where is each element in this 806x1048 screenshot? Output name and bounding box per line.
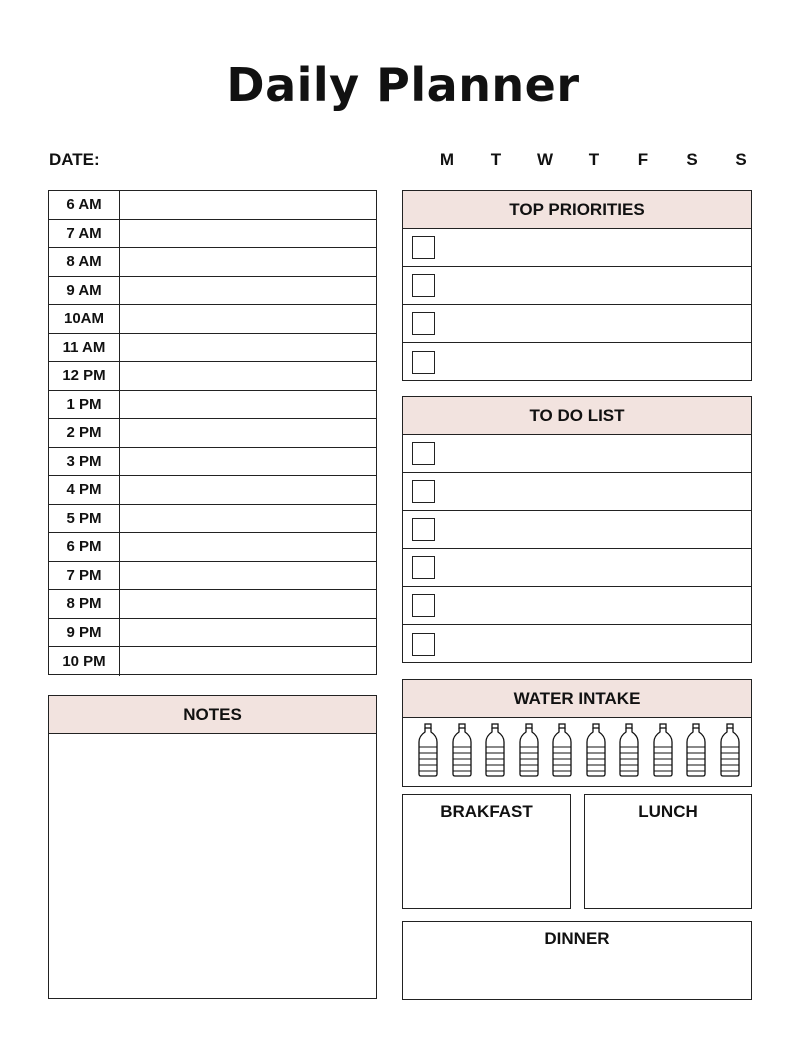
priority-row[interactable] — [403, 343, 751, 381]
schedule-slot[interactable] — [120, 533, 376, 561]
water-bottle-icon[interactable] — [585, 723, 607, 782]
weekday-selector — [0, 150, 806, 172]
water-bottle-icon[interactable] — [685, 723, 707, 782]
weekday-monday[interactable]: M — [439, 150, 455, 169]
dinner-title: DINNER — [544, 929, 610, 948]
hourly-schedule — [48, 190, 377, 675]
schedule-row — [49, 533, 376, 562]
water-bottle-icon[interactable] — [518, 723, 540, 782]
schedule-row — [49, 562, 376, 591]
priority-checkbox[interactable] — [412, 351, 435, 374]
notes-section — [48, 695, 377, 999]
schedule-row — [49, 619, 376, 648]
weekday-saturday[interactable]: S — [686, 150, 698, 169]
schedule-slot[interactable] — [120, 619, 376, 647]
todo-list-section — [402, 396, 752, 663]
schedule-time-label: 10 PM — [49, 647, 120, 676]
schedule-slot[interactable] — [120, 562, 376, 590]
todo-checkbox[interactable] — [412, 480, 435, 503]
water-bottle-icon[interactable] — [719, 723, 741, 782]
schedule-slot[interactable] — [120, 191, 376, 219]
water-bottle-tracker — [403, 718, 751, 786]
todo-list-header: TO DO LIST — [403, 397, 751, 435]
schedule-row — [49, 220, 376, 249]
schedule-time-label: 7 AM — [49, 220, 120, 248]
top-priorities-section — [402, 190, 752, 381]
priority-row[interactable] — [403, 229, 751, 267]
schedule-time-label: 2 PM — [49, 419, 120, 447]
schedule-slot[interactable] — [120, 419, 376, 447]
schedule-row — [49, 334, 376, 363]
notes-header: NOTES — [49, 696, 376, 734]
priority-checkbox[interactable] — [412, 236, 435, 259]
todo-row[interactable] — [403, 549, 751, 587]
schedule-row — [49, 448, 376, 477]
schedule-time-label: 10AM — [49, 305, 120, 333]
todo-row[interactable] — [403, 435, 751, 473]
schedule-slot[interactable] — [120, 448, 376, 476]
schedule-slot[interactable] — [120, 391, 376, 419]
schedule-time-label: 3 PM — [49, 448, 120, 476]
weekday-thursday[interactable]: T — [588, 150, 600, 169]
schedule-slot[interactable] — [120, 590, 376, 618]
lunch-box[interactable] — [584, 794, 752, 909]
schedule-time-label: 5 PM — [49, 505, 120, 533]
schedule-slot[interactable] — [120, 305, 376, 333]
schedule-row — [49, 305, 376, 334]
schedule-time-label: 7 PM — [49, 562, 120, 590]
schedule-slot[interactable] — [120, 362, 376, 390]
breakfast-title: BRAKFAST — [440, 802, 533, 821]
todo-row[interactable] — [403, 625, 751, 663]
notes-area[interactable] — [49, 734, 376, 998]
water-bottle-icon[interactable] — [551, 723, 573, 782]
lunch-title: LUNCH — [638, 802, 698, 821]
top-priorities-header: TOP PRIORITIES — [403, 191, 751, 229]
schedule-time-label: 8 AM — [49, 248, 120, 276]
priority-checkbox[interactable] — [412, 274, 435, 297]
schedule-time-label: 6 AM — [49, 191, 120, 219]
schedule-slot[interactable] — [120, 647, 376, 676]
weekday-wednesday[interactable]: W — [536, 150, 554, 169]
water-bottle-icon[interactable] — [652, 723, 674, 782]
schedule-row — [49, 505, 376, 534]
schedule-slot[interactable] — [120, 248, 376, 276]
todo-checkbox[interactable] — [412, 442, 435, 465]
schedule-row — [49, 590, 376, 619]
water-intake-header: WATER INTAKE — [403, 680, 751, 718]
weekday-tuesday[interactable]: T — [490, 150, 502, 169]
date-label: DATE: — [49, 150, 100, 169]
priority-row[interactable] — [403, 305, 751, 343]
water-bottle-icon[interactable] — [618, 723, 640, 782]
schedule-row — [49, 248, 376, 277]
todo-checkbox[interactable] — [412, 518, 435, 541]
schedule-row — [49, 362, 376, 391]
dinner-box[interactable] — [402, 921, 752, 1000]
water-bottle-icon[interactable] — [484, 723, 506, 782]
schedule-row — [49, 191, 376, 220]
weekday-sunday[interactable]: S — [735, 150, 747, 169]
schedule-time-label: 9 AM — [49, 277, 120, 305]
schedule-time-label: 12 PM — [49, 362, 120, 390]
schedule-time-label: 4 PM — [49, 476, 120, 504]
schedule-time-label: 1 PM — [49, 391, 120, 419]
todo-row[interactable] — [403, 587, 751, 625]
schedule-row — [49, 277, 376, 306]
priority-checkbox[interactable] — [412, 312, 435, 335]
schedule-row — [49, 419, 376, 448]
schedule-slot[interactable] — [120, 476, 376, 504]
water-intake-section — [402, 679, 752, 787]
schedule-slot[interactable] — [120, 277, 376, 305]
schedule-time-label: 9 PM — [49, 619, 120, 647]
water-bottle-icon[interactable] — [417, 723, 439, 782]
schedule-slot[interactable] — [120, 220, 376, 248]
schedule-row — [49, 647, 376, 676]
todo-checkbox[interactable] — [412, 633, 435, 656]
breakfast-box[interactable] — [402, 794, 571, 909]
page-title: Daily Planner — [226, 58, 580, 112]
priority-row[interactable] — [403, 267, 751, 305]
schedule-time-label: 11 AM — [49, 334, 120, 362]
schedule-slot[interactable] — [120, 505, 376, 533]
schedule-row — [49, 476, 376, 505]
schedule-time-label: 6 PM — [49, 533, 120, 561]
todo-row[interactable] — [403, 511, 751, 549]
todo-checkbox[interactable] — [412, 594, 435, 617]
schedule-row — [49, 391, 376, 420]
schedule-slot[interactable] — [120, 334, 376, 362]
schedule-time-label: 8 PM — [49, 590, 120, 618]
todo-row[interactable] — [403, 473, 751, 511]
weekday-friday[interactable]: F — [637, 150, 649, 169]
todo-checkbox[interactable] — [412, 556, 435, 579]
water-bottle-icon[interactable] — [451, 723, 473, 782]
